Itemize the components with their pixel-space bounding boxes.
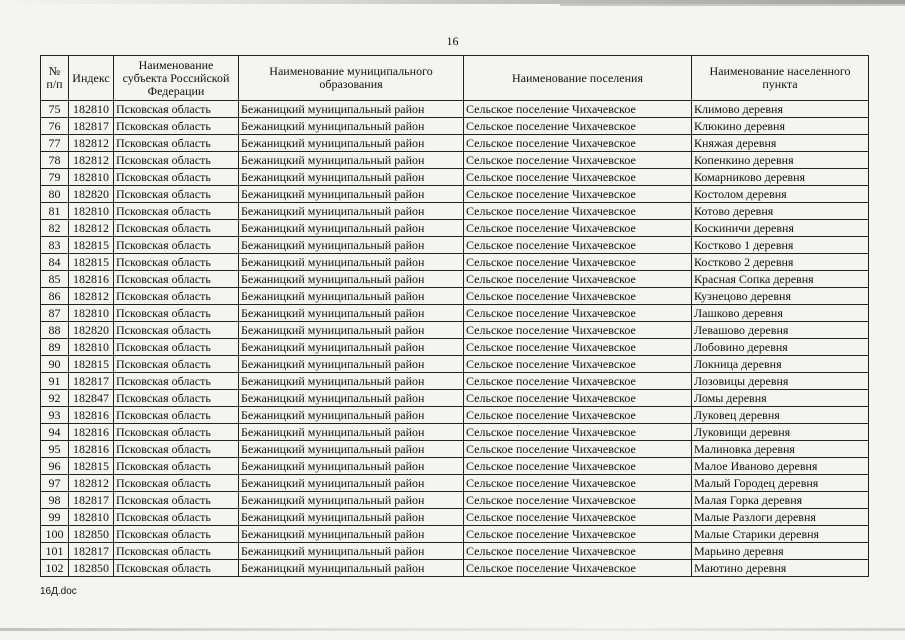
table-row xyxy=(41,169,869,186)
cell-settlement: Сельское поселение Чихачевское xyxy=(464,135,692,152)
cell-num: 98 xyxy=(41,492,69,509)
table-row xyxy=(41,288,869,305)
table-row xyxy=(41,492,869,509)
cell-subject: Псковская область xyxy=(114,288,239,305)
cell-locality: Локница деревня xyxy=(692,356,869,373)
cell-locality: Копенкино деревня xyxy=(692,152,869,169)
header-locality: Наименование населенного пункта xyxy=(692,56,869,101)
cell-index: 182817 xyxy=(69,118,114,135)
table-row xyxy=(41,356,869,373)
cell-subject: Псковская область xyxy=(114,322,239,339)
header-index: Индекс xyxy=(69,56,114,101)
cell-subject: Псковская область xyxy=(114,407,239,424)
table-header-row xyxy=(41,56,869,101)
cell-index: 182812 xyxy=(69,135,114,152)
cell-num: 88 xyxy=(41,322,69,339)
cell-index: 182810 xyxy=(69,509,114,526)
table-row xyxy=(41,407,869,424)
cell-index: 182817 xyxy=(69,373,114,390)
cell-subject: Псковская область xyxy=(114,390,239,407)
cell-subject: Псковская область xyxy=(114,220,239,237)
cell-num: 90 xyxy=(41,356,69,373)
cell-municipality: Бежаницкий муниципальный район xyxy=(239,135,464,152)
cell-subject: Псковская область xyxy=(114,356,239,373)
cell-settlement: Сельское поселение Чихачевское xyxy=(464,220,692,237)
cell-settlement: Сельское поселение Чихачевское xyxy=(464,339,692,356)
table-row xyxy=(41,118,869,135)
cell-locality: Кузнецово деревня xyxy=(692,288,869,305)
cell-settlement: Сельское поселение Чихачевское xyxy=(464,543,692,560)
cell-num: 102 xyxy=(41,560,69,577)
cell-num: 82 xyxy=(41,220,69,237)
cell-index: 182810 xyxy=(69,169,114,186)
cell-settlement: Сельское поселение Чихачевское xyxy=(464,441,692,458)
cell-locality: Ломы деревня xyxy=(692,390,869,407)
cell-index: 182816 xyxy=(69,407,114,424)
cell-subject: Псковская область xyxy=(114,339,239,356)
cell-municipality: Бежаницкий муниципальный район xyxy=(239,543,464,560)
cell-num: 96 xyxy=(41,458,69,475)
cell-index: 182816 xyxy=(69,424,114,441)
cell-index: 182816 xyxy=(69,271,114,288)
cell-municipality: Бежаницкий муниципальный район xyxy=(239,526,464,543)
cell-municipality: Бежаницкий муниципальный район xyxy=(239,220,464,237)
cell-settlement: Сельское поселение Чихачевское xyxy=(464,288,692,305)
cell-locality: Красная Сопка деревня xyxy=(692,271,869,288)
cell-num: 84 xyxy=(41,254,69,271)
cell-index: 182816 xyxy=(69,441,114,458)
cell-num: 77 xyxy=(41,135,69,152)
cell-municipality: Бежаницкий муниципальный район xyxy=(239,118,464,135)
cell-municipality: Бежаницкий муниципальный район xyxy=(239,390,464,407)
cell-locality: Малые Старики деревня xyxy=(692,526,869,543)
cell-locality: Костково 2 деревня xyxy=(692,254,869,271)
cell-num: 95 xyxy=(41,441,69,458)
cell-locality: Котово деревня xyxy=(692,203,869,220)
cell-municipality: Бежаницкий муниципальный район xyxy=(239,356,464,373)
cell-subject: Псковская область xyxy=(114,186,239,203)
cell-subject: Псковская область xyxy=(114,118,239,135)
cell-subject: Псковская область xyxy=(114,305,239,322)
cell-index: 182812 xyxy=(69,475,114,492)
cell-municipality: Бежаницкий муниципальный район xyxy=(239,560,464,577)
cell-locality: Маютино деревня xyxy=(692,560,869,577)
cell-municipality: Бежаницкий муниципальный район xyxy=(239,271,464,288)
cell-locality: Луковищи деревня xyxy=(692,424,869,441)
cell-num: 93 xyxy=(41,407,69,424)
cell-index: 182820 xyxy=(69,186,114,203)
table-row xyxy=(41,135,869,152)
locality-table xyxy=(40,55,869,577)
cell-index: 182815 xyxy=(69,356,114,373)
cell-settlement: Сельское поселение Чихачевское xyxy=(464,475,692,492)
table-row xyxy=(41,237,869,254)
cell-locality: Лашково деревня xyxy=(692,305,869,322)
cell-municipality: Бежаницкий муниципальный район xyxy=(239,288,464,305)
cell-num: 91 xyxy=(41,373,69,390)
cell-settlement: Сельское поселение Чихачевское xyxy=(464,186,692,203)
cell-municipality: Бежаницкий муниципальный район xyxy=(239,373,464,390)
cell-num: 99 xyxy=(41,509,69,526)
cell-settlement: Сельское поселение Чихачевское xyxy=(464,560,692,577)
table-row xyxy=(41,560,869,577)
table-row xyxy=(41,271,869,288)
cell-num: 83 xyxy=(41,237,69,254)
cell-settlement: Сельское поселение Чихачевское xyxy=(464,203,692,220)
table-body xyxy=(41,101,869,577)
header-num: № п/п xyxy=(41,56,69,101)
cell-subject: Псковская область xyxy=(114,441,239,458)
cell-settlement: Сельское поселение Чихачевское xyxy=(464,509,692,526)
cell-subject: Псковская область xyxy=(114,492,239,509)
cell-municipality: Бежаницкий муниципальный район xyxy=(239,237,464,254)
cell-municipality: Бежаницкий муниципальный район xyxy=(239,305,464,322)
cell-num: 100 xyxy=(41,526,69,543)
cell-subject: Псковская область xyxy=(114,203,239,220)
cell-num: 75 xyxy=(41,101,69,118)
cell-subject: Псковская область xyxy=(114,526,239,543)
cell-municipality: Бежаницкий муниципальный район xyxy=(239,458,464,475)
cell-locality: Лобовино деревня xyxy=(692,339,869,356)
cell-index: 182850 xyxy=(69,526,114,543)
cell-subject: Псковская область xyxy=(114,475,239,492)
table-row xyxy=(41,424,869,441)
cell-index: 182815 xyxy=(69,458,114,475)
cell-settlement: Сельское поселение Чихачевское xyxy=(464,271,692,288)
cell-locality: Малые Разлоги деревня xyxy=(692,509,869,526)
table-row xyxy=(41,305,869,322)
cell-locality: Клюкино деревня xyxy=(692,118,869,135)
cell-locality: Климово деревня xyxy=(692,101,869,118)
cell-settlement: Сельское поселение Чихачевское xyxy=(464,305,692,322)
cell-locality: Малиновка деревня xyxy=(692,441,869,458)
cell-index: 182820 xyxy=(69,322,114,339)
cell-subject: Псковская область xyxy=(114,237,239,254)
cell-settlement: Сельское поселение Чихачевское xyxy=(464,424,692,441)
cell-settlement: Сельское поселение Чихачевское xyxy=(464,492,692,509)
cell-locality: Марьино деревня xyxy=(692,543,869,560)
cell-num: 80 xyxy=(41,186,69,203)
table-row xyxy=(41,441,869,458)
header-subject: Наименование субъекта Российской Федерации xyxy=(114,56,239,101)
cell-locality: Малое Иваново деревня xyxy=(692,458,869,475)
table-row xyxy=(41,373,869,390)
scan-edge-bottom xyxy=(0,628,905,631)
cell-index: 182812 xyxy=(69,288,114,305)
scan-edge-top-shadow xyxy=(560,4,905,6)
table-row xyxy=(41,475,869,492)
cell-index: 182817 xyxy=(69,492,114,509)
table-row xyxy=(41,203,869,220)
cell-settlement: Сельское поселение Чихачевское xyxy=(464,458,692,475)
cell-index: 182812 xyxy=(69,152,114,169)
cell-municipality: Бежаницкий муниципальный район xyxy=(239,254,464,271)
table-row xyxy=(41,101,869,118)
header-settlement: Наименование поселения xyxy=(464,56,692,101)
cell-subject: Псковская область xyxy=(114,424,239,441)
cell-num: 101 xyxy=(41,543,69,560)
cell-settlement: Сельское поселение Чихачевское xyxy=(464,254,692,271)
cell-settlement: Сельское поселение Чихачевское xyxy=(464,169,692,186)
cell-subject: Псковская область xyxy=(114,135,239,152)
cell-municipality: Бежаницкий муниципальный район xyxy=(239,101,464,118)
cell-locality: Малый Городец деревня xyxy=(692,475,869,492)
cell-municipality: Бежаницкий муниципальный район xyxy=(239,203,464,220)
cell-settlement: Сельское поселение Чихачевское xyxy=(464,390,692,407)
header-municipality: Наименование муниципального образования xyxy=(239,56,464,101)
cell-subject: Псковская область xyxy=(114,458,239,475)
cell-num: 76 xyxy=(41,118,69,135)
cell-settlement: Сельское поселение Чихачевское xyxy=(464,407,692,424)
cell-num: 79 xyxy=(41,169,69,186)
cell-settlement: Сельское поселение Чихачевское xyxy=(464,322,692,339)
cell-settlement: Сельское поселение Чихачевское xyxy=(464,526,692,543)
cell-index: 182815 xyxy=(69,254,114,271)
cell-municipality: Бежаницкий муниципальный район xyxy=(239,509,464,526)
cell-locality: Комарниково деревня xyxy=(692,169,869,186)
cell-municipality: Бежаницкий муниципальный район xyxy=(239,492,464,509)
cell-index: 182815 xyxy=(69,237,114,254)
cell-subject: Псковская область xyxy=(114,169,239,186)
table-row xyxy=(41,458,869,475)
cell-settlement: Сельское поселение Чихачевское xyxy=(464,101,692,118)
cell-subject: Псковская область xyxy=(114,152,239,169)
cell-index: 182810 xyxy=(69,101,114,118)
cell-settlement: Сельское поселение Чихачевское xyxy=(464,373,692,390)
cell-num: 81 xyxy=(41,203,69,220)
cell-municipality: Бежаницкий муниципальный район xyxy=(239,186,464,203)
cell-municipality: Бежаницкий муниципальный район xyxy=(239,407,464,424)
cell-index: 182810 xyxy=(69,203,114,220)
cell-index: 182810 xyxy=(69,339,114,356)
cell-num: 92 xyxy=(41,390,69,407)
cell-municipality: Бежаницкий муниципальный район xyxy=(239,475,464,492)
cell-locality: Малая Горка деревня xyxy=(692,492,869,509)
cell-municipality: Бежаницкий муниципальный район xyxy=(239,322,464,339)
table-row xyxy=(41,509,869,526)
table-row xyxy=(41,186,869,203)
cell-locality: Княжая деревня xyxy=(692,135,869,152)
cell-municipality: Бежаницкий муниципальный район xyxy=(239,441,464,458)
cell-subject: Псковская область xyxy=(114,271,239,288)
cell-index: 182812 xyxy=(69,220,114,237)
page-number: 16 xyxy=(446,34,459,48)
table-row xyxy=(41,322,869,339)
table-row xyxy=(41,152,869,169)
cell-subject: Псковская область xyxy=(114,543,239,560)
table-row xyxy=(41,220,869,237)
cell-locality: Костково 1 деревня xyxy=(692,237,869,254)
cell-municipality: Бежаницкий муниципальный район xyxy=(239,169,464,186)
cell-locality: Коскиничи деревня xyxy=(692,220,869,237)
cell-index: 182847 xyxy=(69,390,114,407)
cell-num: 78 xyxy=(41,152,69,169)
table-row xyxy=(41,390,869,407)
cell-settlement: Сельское поселение Чихачевское xyxy=(464,118,692,135)
table-row xyxy=(41,543,869,560)
cell-index: 182810 xyxy=(69,305,114,322)
cell-settlement: Сельское поселение Чихачевское xyxy=(464,237,692,254)
cell-index: 182850 xyxy=(69,560,114,577)
cell-num: 94 xyxy=(41,424,69,441)
cell-num: 89 xyxy=(41,339,69,356)
cell-municipality: Бежаницкий муниципальный район xyxy=(239,339,464,356)
cell-locality: Луковец деревня xyxy=(692,407,869,424)
cell-locality: Левашово деревня xyxy=(692,322,869,339)
cell-num: 97 xyxy=(41,475,69,492)
cell-settlement: Сельское поселение Чихачевское xyxy=(464,356,692,373)
cell-subject: Псковская область xyxy=(114,101,239,118)
cell-municipality: Бежаницкий муниципальный район xyxy=(239,152,464,169)
table-row xyxy=(41,254,869,271)
cell-locality: Лозовицы деревня xyxy=(692,373,869,390)
cell-subject: Псковская область xyxy=(114,509,239,526)
cell-num: 86 xyxy=(41,288,69,305)
cell-municipality: Бежаницкий муниципальный район xyxy=(239,424,464,441)
cell-num: 87 xyxy=(41,305,69,322)
table-row xyxy=(41,339,869,356)
cell-subject: Псковская область xyxy=(114,560,239,577)
cell-num: 85 xyxy=(41,271,69,288)
cell-settlement: Сельское поселение Чихачевское xyxy=(464,152,692,169)
cell-index: 182817 xyxy=(69,543,114,560)
cell-locality: Костолом деревня xyxy=(692,186,869,203)
table-row xyxy=(41,526,869,543)
file-name-footer: 16Д.doc xyxy=(40,586,77,597)
cell-subject: Псковская область xyxy=(114,373,239,390)
cell-subject: Псковская область xyxy=(114,254,239,271)
